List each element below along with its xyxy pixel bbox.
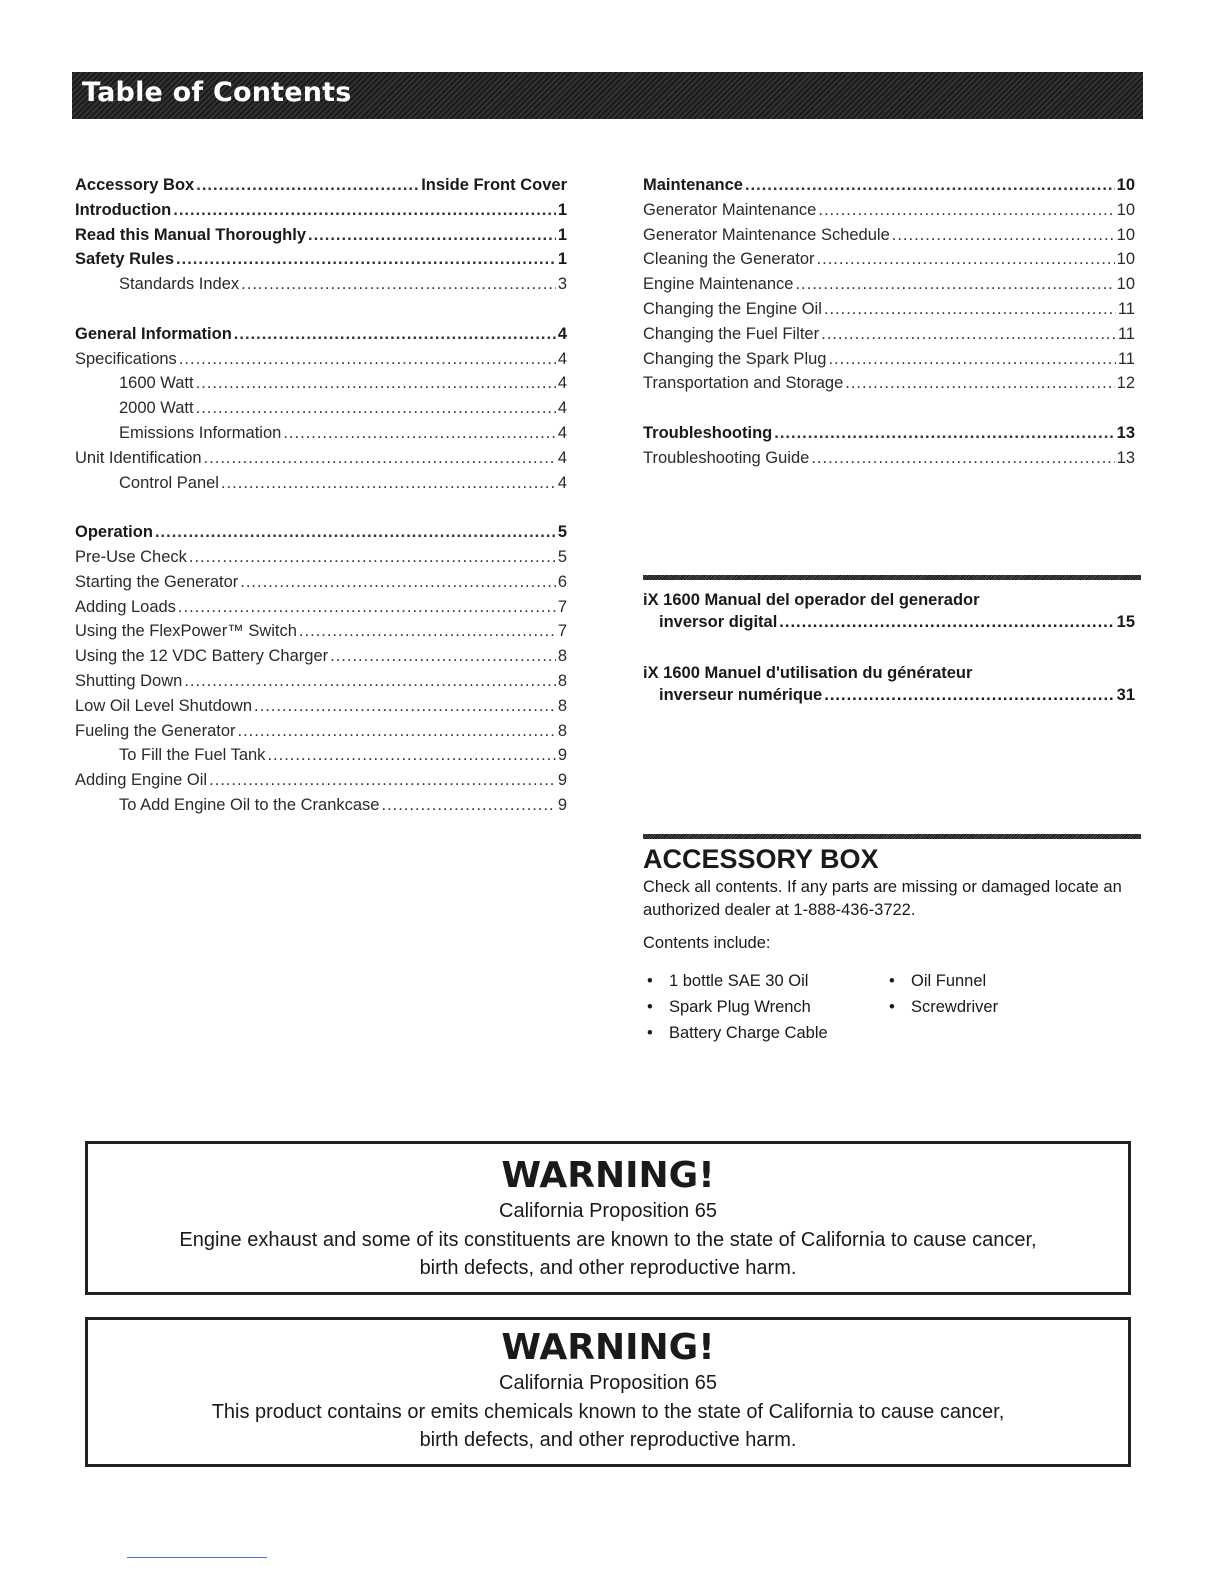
warning-subheading: California Proposition 65 [499,1372,717,1394]
dot-leader [845,374,1114,393]
dot-leader [241,275,556,294]
toc-entry-label: 1600 Watt [119,374,194,393]
toc-entry-label: Safety Rules [75,250,175,269]
toc-entry-label: To Add Engine Oil to the Crankcase [119,795,380,814]
accessory-text: Check all contents. If any parts are missing or damaged locate an authorized dealer at 1-888-436-3722. [643,878,1122,919]
toc-entry-label: Control Panel [119,473,219,492]
toc-entry[interactable] [643,275,1135,300]
dot-leader [176,250,556,269]
dot-leader [892,226,1115,245]
toc-section-entry[interactable] [75,250,567,275]
toc-entry-page: 1 [557,225,567,244]
warning-text-line-2: birth defects, and other reproductive harm. [419,1429,797,1451]
toc-entry-page: 10 [1116,250,1135,269]
toc-section-entry[interactable] [75,226,567,251]
dot-leader [238,722,556,741]
toc-entry[interactable] [75,722,567,747]
manual-page: 15 [1116,613,1135,631]
toc-entry-page: 4 [557,423,567,442]
toc-entry-label: 2000 Watt [119,399,194,418]
dot-leader [824,300,1116,319]
toc-entry-label: Fueling the Generator [75,721,236,740]
toc-entry-label: Adding Loads [75,597,176,616]
toc-entry-page: 10 [1116,275,1135,294]
warning-box-chemicals [85,1317,1131,1467]
toc-entry[interactable] [75,796,567,821]
toc-entry-label: Pre-Use Check [75,547,187,566]
toc-entry[interactable] [75,350,567,375]
toc-entry[interactable] [75,548,567,573]
toc-entry-label: Changing the Fuel Filter [643,324,820,343]
dot-leader [774,424,1114,443]
toc-section-entry[interactable] [643,176,1135,201]
toc-entry-label: Operation [75,523,153,542]
list-item: • 1 bottle SAE 30 Oil [647,972,809,990]
dot-leader [178,598,556,617]
warning-subheading: California Proposition 65 [499,1200,717,1222]
toc-entry-page: 13 [1116,448,1135,467]
toc-entry[interactable] [75,399,567,424]
toc-entry-page: 8 [557,647,567,666]
manual-page: 31 [1116,686,1135,704]
toc-entry-page: 4 [557,324,567,343]
toc-right-column [643,176,1135,498]
toc-entry-label: Maintenance [643,176,743,194]
toc-entry[interactable] [643,226,1135,251]
toc-entry-page: Inside Front Cover [421,176,567,194]
toc-group [75,325,567,499]
toc-entry-page: 12 [1116,374,1135,393]
dot-leader [818,201,1114,220]
toc-entry-page: 1 [557,250,567,269]
toc-entry-label: Standards Index [119,275,240,294]
toc-entry-page: 10 [1116,225,1135,244]
toc-entry-label: Accessory Box [75,176,195,194]
toc-entry-page: 3 [557,275,567,294]
toc-entry-label: Low Oil Level Shutdown [75,696,253,715]
toc-entry-label: Specifications [75,349,177,368]
accessory-box-section [643,842,1141,1045]
dot-leader [221,474,556,493]
toc-banner [72,72,1143,119]
toc-entry[interactable] [643,325,1135,350]
bottom-divider [127,1557,267,1558]
toc-entry-page: 11 [1117,324,1135,343]
dot-leader [189,548,556,567]
dot-leader [173,201,556,220]
toc-entry-label: Changing the Engine Oil [643,299,822,318]
toc-entry-page: 5 [557,523,567,542]
toc-entry-page: 7 [557,597,567,616]
toc-entry-page: 4 [557,473,567,492]
toc-entry-page: 7 [557,622,567,641]
dot-leader [240,573,556,592]
list-item: • Battery Charge Cable [647,1024,828,1042]
toc-entry-label: Troubleshooting Guide [643,448,810,467]
toc-entry[interactable] [75,275,567,300]
toc-left-column [75,176,567,846]
toc-entry-label: Changing the Spark Plug [643,349,827,368]
dot-leader [155,523,556,542]
toc-entry-page: 10 [1116,200,1135,219]
toc-entry-page: 9 [557,771,567,790]
toc-entry-page: 4 [557,448,567,467]
toc-entry-page: 10 [1116,176,1135,194]
toc-entry-label: Unit Identification [75,448,202,467]
dot-leader [824,686,1114,705]
toc-entry[interactable] [643,374,1135,399]
toc-entry-label: Shutting Down [75,671,183,690]
toc-entry[interactable] [75,424,567,449]
page-title: Table of Contents [82,77,352,108]
manual-entry-french[interactable] [643,661,1135,711]
toc-entry[interactable] [75,771,567,796]
manual-title: iX 1600 Manuel d'utilisation du générateur [643,664,973,682]
accessory-title: ACCESSORY BOX [643,844,879,874]
toc-entry-page: 9 [557,795,567,814]
toc-entry[interactable] [643,449,1135,474]
toc-entry[interactable] [75,746,567,771]
toc-entry[interactable] [75,672,567,697]
toc-entry[interactable] [643,350,1135,375]
toc-entry-page: 4 [557,399,567,418]
toc-entry-label: Engine Maintenance [643,275,794,294]
toc-entry-page: 4 [557,349,567,368]
dot-leader [308,226,556,245]
toc-entry-page: 11 [1117,349,1135,368]
toc-entry-page: 11 [1117,299,1135,318]
toc-entry-page: 1 [557,200,567,219]
dot-leader [817,250,1115,269]
manual-title: iX 1600 Manual del operador del generador [643,591,980,609]
toc-entry-label: Read this Manual Thoroughly [75,225,307,244]
contents-label: Contents include: [643,934,771,952]
toc-entry[interactable] [643,201,1135,226]
list-item: • Oil Funnel [889,972,987,990]
toc-entry[interactable] [643,250,1135,275]
toc-entry-page: 8 [557,671,567,690]
dot-leader [382,796,556,815]
toc-entry-label: Generator Maintenance Schedule [643,225,890,244]
toc-section-entry[interactable] [75,523,567,548]
toc-entry[interactable] [75,697,567,722]
toc-entry[interactable] [75,647,567,672]
dot-leader [179,350,556,369]
dot-leader [184,672,555,691]
dot-leader [267,746,555,765]
toc-entry-page: 13 [1116,423,1135,442]
toc-entry-label: Transportation and Storage [643,374,844,393]
warning-heading: WARNING! [501,1327,715,1368]
dot-leader [234,325,556,344]
accessory-rule [643,834,1141,839]
dot-leader [828,350,1115,369]
toc-entry-label: Adding Engine Oil [75,771,208,790]
list-item: • Screwdriver [889,998,999,1016]
toc-entry-label: Using the FlexPower™ Switch [75,622,297,641]
dot-leader [254,697,556,716]
toc-entry-label: Generator Maintenance [643,200,817,219]
manual-entry-spanish[interactable] [643,588,1135,638]
dot-leader [196,176,419,195]
toc-section-entry[interactable] [75,325,567,350]
toc-entry-page: 6 [557,572,567,591]
warning-text-line-2: birth defects, and other reproductive harm. [419,1257,797,1279]
dot-leader [745,176,1115,195]
toc-entry[interactable] [75,474,567,499]
manual-subtitle: inversor digital [659,613,778,631]
toc-group [75,176,567,300]
toc-entry-page: 8 [557,721,567,740]
dot-leader [821,325,1116,344]
toc-entry-label: Troubleshooting [643,423,773,442]
warning-text-line-1: Engine exhaust and some of its constituents are known to the state of California to cause cancer, [179,1229,1037,1251]
toc-section-entry[interactable] [75,176,567,201]
dot-leader [209,771,556,790]
toc-entry-label: Emissions Information [119,423,282,442]
dot-leader [795,275,1114,294]
list-item: • Spark Plug Wrench [647,998,811,1016]
dot-leader [299,622,556,641]
toc-entry-page: 5 [557,547,567,566]
dot-leader [330,647,556,666]
toc-entry[interactable] [643,300,1135,325]
toc-group [643,176,1135,399]
toc-entry-page: 4 [557,374,567,393]
toc-entry[interactable] [75,449,567,474]
toc-section-entry[interactable] [75,201,567,226]
dot-leader [779,613,1114,632]
toc-entry[interactable] [75,374,567,399]
dot-leader [283,424,556,443]
dot-leader [204,449,556,468]
section-rule [643,575,1141,580]
toc-entry-label: Using the 12 VDC Battery Charger [75,647,329,666]
toc-entry-label: To Fill the Fuel Tank [119,746,266,765]
warning-heading: WARNING! [501,1155,715,1196]
toc-group [75,523,567,821]
dot-leader [196,399,556,418]
dot-leader [811,449,1114,468]
accessory-list [643,969,1141,1045]
toc-entry-label: Cleaning the Generator [643,250,815,269]
toc-entry[interactable] [75,573,567,598]
dot-leader [196,374,556,393]
toc-entry-page: 8 [557,696,567,715]
toc-entry[interactable] [75,598,567,623]
toc-entry[interactable] [75,622,567,647]
warning-box-exhaust [85,1141,1131,1295]
toc-entry-label: Starting the Generator [75,572,239,591]
toc-entry-page: 9 [557,746,567,765]
toc-section-entry[interactable] [643,424,1135,449]
toc-entry-label: General Information [75,324,232,343]
other-language-manuals [643,588,1135,711]
warning-text-line-1: This product contains or emits chemicals known to the state of California to cause cancer, [211,1401,1005,1423]
toc-entry-label: Introduction [75,200,172,219]
toc-group [643,424,1135,474]
manual-subtitle: inverseur numérique [659,686,823,704]
